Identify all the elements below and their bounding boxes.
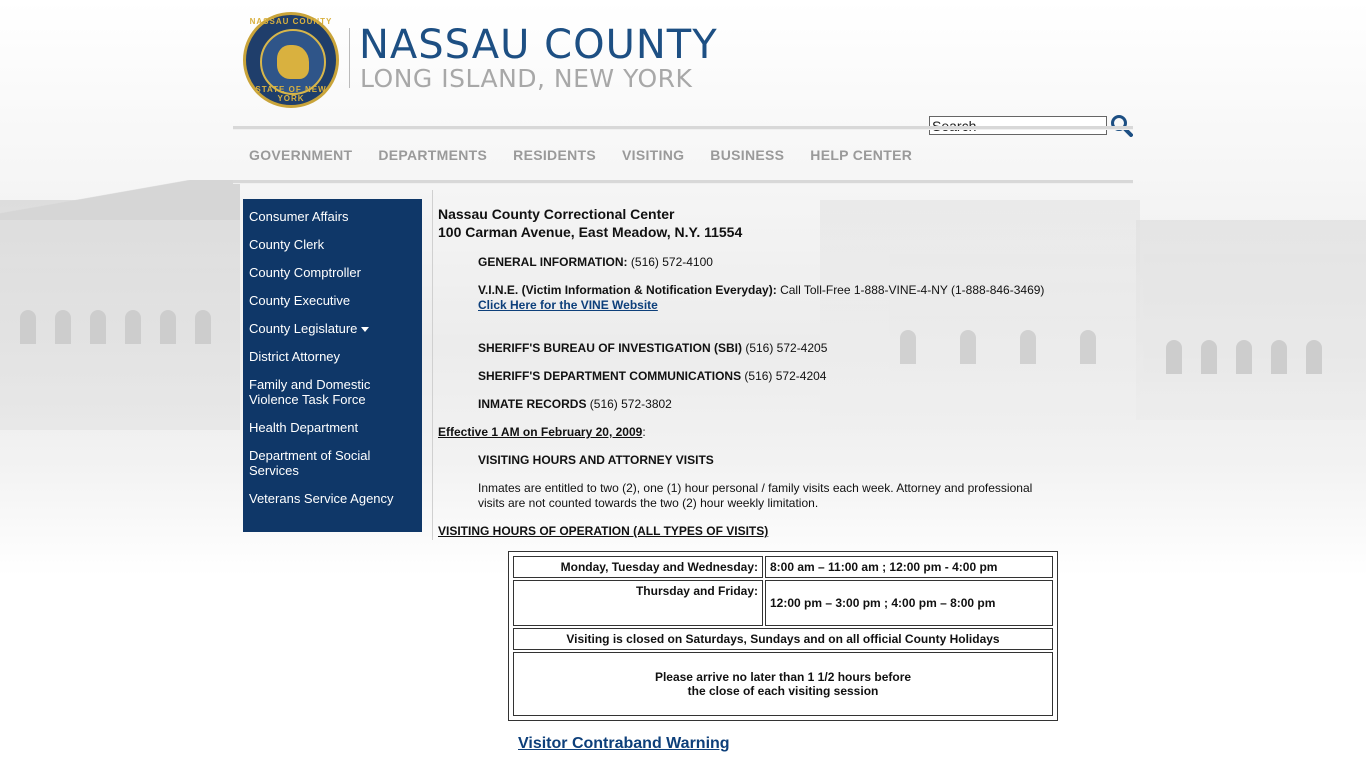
nav-government[interactable]: GOVERNMENT [249,147,353,163]
site-subtitle: LONG ISLAND, NEW YORK [360,64,693,93]
records-label: INMATE RECORDS [478,397,587,411]
effective-date-text: Effective 1 AM on February 20, 2009 [438,425,643,439]
general-info-label: GENERAL INFORMATION: [478,255,628,269]
table-cell-arrive [513,652,1053,716]
sidebar-item-label: Health Department [249,420,359,435]
sidebar-item-label: County Clerk [249,237,325,252]
content-divider [432,190,433,540]
effective-colon: : [642,425,646,439]
nav-residents[interactable]: RESIDENTS [513,147,596,163]
vine-label: V.I.N.E. (Victim Information & Notification Everyday): [478,283,777,297]
records-phone: (516) 572-3802 [586,397,672,411]
nav-top-rule [233,126,1133,130]
nav-departments[interactable]: DEPARTMENTS [378,147,488,163]
sidebar-item-district-attorney[interactable] [243,349,422,364]
sidebar [243,199,422,532]
county-seal-logo[interactable] [243,12,339,108]
nav-visiting[interactable]: VISITING [622,147,685,163]
seal-text-top: NASSAU COUNTY [249,17,333,26]
header-divider [349,28,350,88]
page-container [233,0,1133,768]
page-title: Nassau County Correctional Center [438,206,675,222]
sidebar-item-label: District Attorney [249,349,341,364]
sidebar-item-county-legislature[interactable] [243,321,422,336]
records-info [478,397,672,412]
table-row [513,556,1053,578]
sidebar-item-consumer-affairs[interactable] [243,209,422,224]
vine-text: Call Toll-Free 1-888-VINE-4-NY (1-888-846-3469) [776,283,1045,297]
table-cell-time: 12:00 pm – 3:00 pm ; 4:00 pm – 8:00 pm [765,580,1053,626]
nav-business[interactable]: BUSINESS [710,147,785,163]
effective-date [438,425,646,440]
sidebar-item-label: County Legislature [249,321,358,336]
sidebar-item-label: County Comptroller [249,265,361,280]
background-building-left [0,200,240,430]
sidebar-item-county-executive[interactable] [243,293,422,308]
table-row [513,652,1053,716]
contraband-warning-link[interactable]: Visitor Contraband Warning [518,735,730,752]
sbi-label: SHERIFF'S BUREAU OF INVESTIGATION (SBI) [478,341,742,355]
sidebar-item-social-services[interactable] [243,448,422,478]
chevron-down-icon[interactable] [361,327,369,332]
table-cell-day: Monday, Tuesday and Wednesday: [513,556,763,578]
sidebar-item-veterans[interactable] [243,491,422,506]
main-content [438,205,1078,752]
lion-icon [277,45,309,79]
hours-heading: VISITING HOURS OF OPERATION (ALL TYPES OF VISITS) [438,524,769,538]
comms-info [478,369,826,384]
table-row [513,580,1053,626]
main-nav [249,147,938,163]
comms-phone: (516) 572-4204 [741,369,827,383]
seal-text-bottom: STATE OF NEW YORK [255,85,327,103]
vine-info [478,283,1068,313]
background-building-right [1136,220,1366,420]
sidebar-item-label: Family and Domestic Violence Task Force [249,377,371,407]
sidebar-item-county-clerk[interactable] [243,237,422,252]
sbi-info [478,341,827,356]
nav-bottom-rule [233,180,1133,184]
sidebar-item-label: Veterans Service Agency [249,491,394,506]
nav-help-center[interactable]: HELP CENTER [810,147,913,163]
sidebar-item-label: Department of Social Services [249,448,371,478]
comms-label: SHERIFF'S DEPARTMENT COMMUNICATIONS [478,369,742,383]
site-title[interactable]: NASSAU COUNTY [359,22,718,68]
sidebar-item-label: Consumer Affairs [249,209,349,224]
page-address: 100 Carman Avenue, East Meadow, N.Y. 11554 [438,224,743,240]
table-cell-time: 8:00 am – 11:00 am ; 12:00 pm - 4:00 pm [765,556,1053,578]
general-info [478,255,713,270]
arrive-line-1: Please arrive no later than 1 1/2 hours before [654,670,912,684]
sidebar-item-family-violence[interactable] [243,377,422,407]
vine-website-link[interactable]: Click Here for the VINE Website [478,298,658,312]
table-cell-day: Thursday and Friday: [513,580,763,626]
sidebar-item-health-department[interactable] [243,420,422,435]
table-cell-closed: Visiting is closed on Saturdays, Sundays and on all official County Holidays [513,628,1053,650]
general-info-phone: (516) 572-4100 [627,255,713,269]
search-icon[interactable] [1109,113,1133,137]
visits-heading: VISITING HOURS AND ATTORNEY VISITS [478,453,714,467]
visiting-hours-table [508,551,1058,721]
visits-description: Inmates are entitled to two (2), one (1) hour personal / family visits each week. Attorney and professional visits are not counted towards the two (2) hour weekly limitation. [478,481,1033,510]
table-row [513,628,1053,650]
sidebar-item-county-comptroller[interactable] [243,265,422,280]
arrive-line-2: the close of each visiting session [687,684,879,698]
sbi-phone: (516) 572-4205 [741,341,828,355]
sidebar-item-label: County Executive [249,293,351,308]
